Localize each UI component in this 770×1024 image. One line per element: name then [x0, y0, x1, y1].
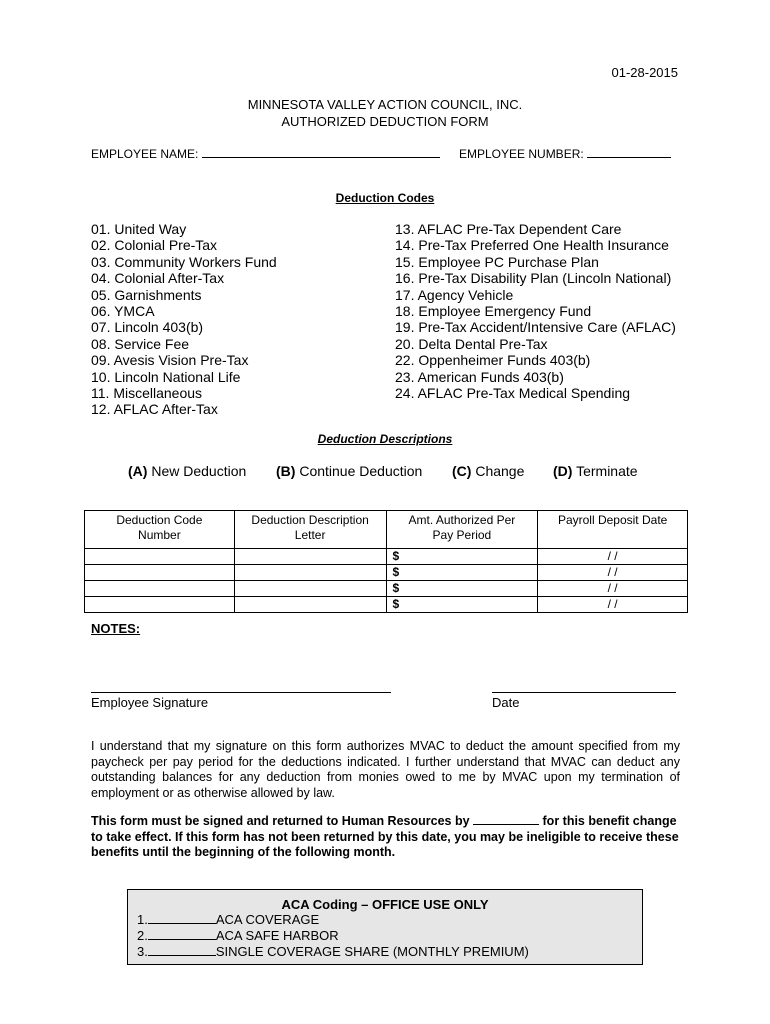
- code-item: 18. Employee Emergency Fund: [395, 303, 592, 320]
- amount-cell[interactable]: $: [386, 597, 538, 613]
- amount-cell[interactable]: $: [386, 565, 538, 581]
- date-label: Date: [492, 695, 520, 710]
- deduction-table: [84, 510, 688, 613]
- aca-blank-field[interactable]: [148, 928, 216, 940]
- deduction-codes-heading: Deduction Codes: [335, 191, 435, 205]
- code-item: 22. Oppenheimer Funds 403(b): [395, 352, 591, 369]
- code-item: 15. Employee PC Purchase Plan: [395, 253, 599, 270]
- code-item: 16. Pre-Tax Disability Plan (Lincoln National): [395, 270, 672, 287]
- return-date-field[interactable]: [473, 813, 539, 825]
- deduction-codes-left-list: [91, 221, 277, 418]
- col-header-amount: Amt. Authorized Per Pay Period: [386, 511, 538, 549]
- col-header-letter: Deduction Description Letter: [234, 511, 386, 549]
- description-option-c: (C) Change: [452, 463, 525, 479]
- description-option-b: (B) Continue Deduction: [276, 463, 423, 479]
- code-cell[interactable]: [85, 565, 235, 581]
- code-item: 03. Community Workers Fund: [91, 253, 277, 270]
- letter-cell[interactable]: [234, 549, 386, 565]
- deduction-descriptions-heading: Deduction Descriptions: [317, 432, 453, 446]
- return-instructions: This form must be signed and returned to Human Resources by for this benefit change to take effect. If this form has not been returned by this date, you may be ineligible to receive these benefits until the beginning of the following month.: [91, 814, 679, 859]
- organization-name: MINNESOTA VALLEY ACTION COUNCIL, INC.: [247, 97, 523, 112]
- employee-name-label: EMPLOYEE NAME:: [91, 147, 199, 161]
- col-header-code: Deduction Code Number: [85, 511, 235, 549]
- signature-line[interactable]: [91, 692, 391, 693]
- aca-blank-field[interactable]: [148, 944, 216, 956]
- code-item: 07. Lincoln 403(b): [91, 319, 204, 336]
- employee-name-row: [91, 146, 440, 161]
- form-title: AUTHORIZED DEDUCTION FORM: [281, 114, 489, 129]
- date-line[interactable]: [492, 692, 676, 693]
- code-item: 06. YMCA: [91, 303, 155, 320]
- code-cell[interactable]: [85, 597, 235, 613]
- description-option-a: (A) New Deduction: [128, 463, 247, 479]
- code-item: 05. Garnishments: [91, 286, 202, 303]
- code-item: 02. Colonial Pre-Tax: [91, 237, 218, 254]
- aca-heading: ACA Coding – OFFICE USE ONLY: [281, 897, 489, 912]
- aca-item: 2. ACA SAFE HARBOR: [137, 928, 339, 943]
- code-item: 10. Lincoln National Life: [91, 368, 241, 385]
- code-item: 13. AFLAC Pre-Tax Dependent Care: [395, 221, 622, 237]
- aca-coding-box: [127, 889, 643, 965]
- table-row: [85, 581, 688, 597]
- code-cell[interactable]: [85, 581, 235, 597]
- code-item: 01. United Way: [91, 221, 187, 237]
- date-cell[interactable]: / /: [538, 597, 688, 613]
- aca-blank-field[interactable]: [148, 912, 216, 924]
- table-row: [85, 565, 688, 581]
- signature-label: Employee Signature: [91, 695, 209, 710]
- code-item: 19. Pre-Tax Accident/Intensive Care (AFLAC): [395, 319, 676, 336]
- notes-label: NOTES:: [91, 621, 141, 636]
- employee-name-field[interactable]: [202, 146, 440, 158]
- code-item: 17. Agency Vehicle: [395, 286, 514, 303]
- table-row: [85, 549, 688, 565]
- code-item: 09. Avesis Vision Pre-Tax: [91, 352, 249, 369]
- code-item: 04. Colonial After-Tax: [91, 270, 225, 287]
- code-item: 08. Service Fee: [91, 335, 190, 352]
- code-item: 24. AFLAC Pre-Tax Medical Spending: [395, 385, 631, 402]
- table-row: [85, 597, 688, 613]
- description-option-d: (D) Terminate: [553, 463, 638, 479]
- date-cell[interactable]: / /: [538, 581, 688, 597]
- letter-cell[interactable]: [234, 597, 386, 613]
- aca-item: 1. ACA COVERAGE: [137, 912, 320, 927]
- deduction-codes-right-list: [395, 221, 676, 401]
- form-date: 01-28-2015: [611, 65, 678, 80]
- code-cell[interactable]: [85, 549, 235, 565]
- letter-cell[interactable]: [234, 581, 386, 597]
- code-item: 14. Pre-Tax Preferred One Health Insurance: [395, 237, 669, 254]
- code-item: 12. AFLAC After-Tax: [91, 401, 218, 418]
- col-header-date: Payroll Deposit Date: [538, 511, 688, 549]
- date-cell[interactable]: / /: [538, 565, 688, 581]
- authorization-paragraph: I understand that my signature on this form authorizes MVAC to deduct the amount specified from my paycheck per pay period for the deductions indicated. I further understand that MVAC can deduct any outstanding balances for any deduction from monies owed to me by MVAC upon my termination of employment or as otherwise allowed by law.: [91, 739, 680, 800]
- table-header-row: [85, 511, 688, 549]
- employee-number-field[interactable]: [587, 146, 671, 158]
- code-item: 20. Delta Dental Pre-Tax: [395, 335, 548, 352]
- employee-number-row: [459, 146, 671, 161]
- amount-cell[interactable]: $: [386, 581, 538, 597]
- aca-item: 3. SINGLE COVERAGE SHARE (MONTHLY PREMIUM): [137, 944, 529, 959]
- letter-cell[interactable]: [234, 565, 386, 581]
- amount-cell[interactable]: $: [386, 549, 538, 565]
- date-cell[interactable]: / /: [538, 549, 688, 565]
- employee-number-label: EMPLOYEE NUMBER:: [459, 147, 584, 161]
- code-item: 11. Miscellaneous: [91, 385, 203, 402]
- code-item: 23. American Funds 403(b): [395, 368, 564, 385]
